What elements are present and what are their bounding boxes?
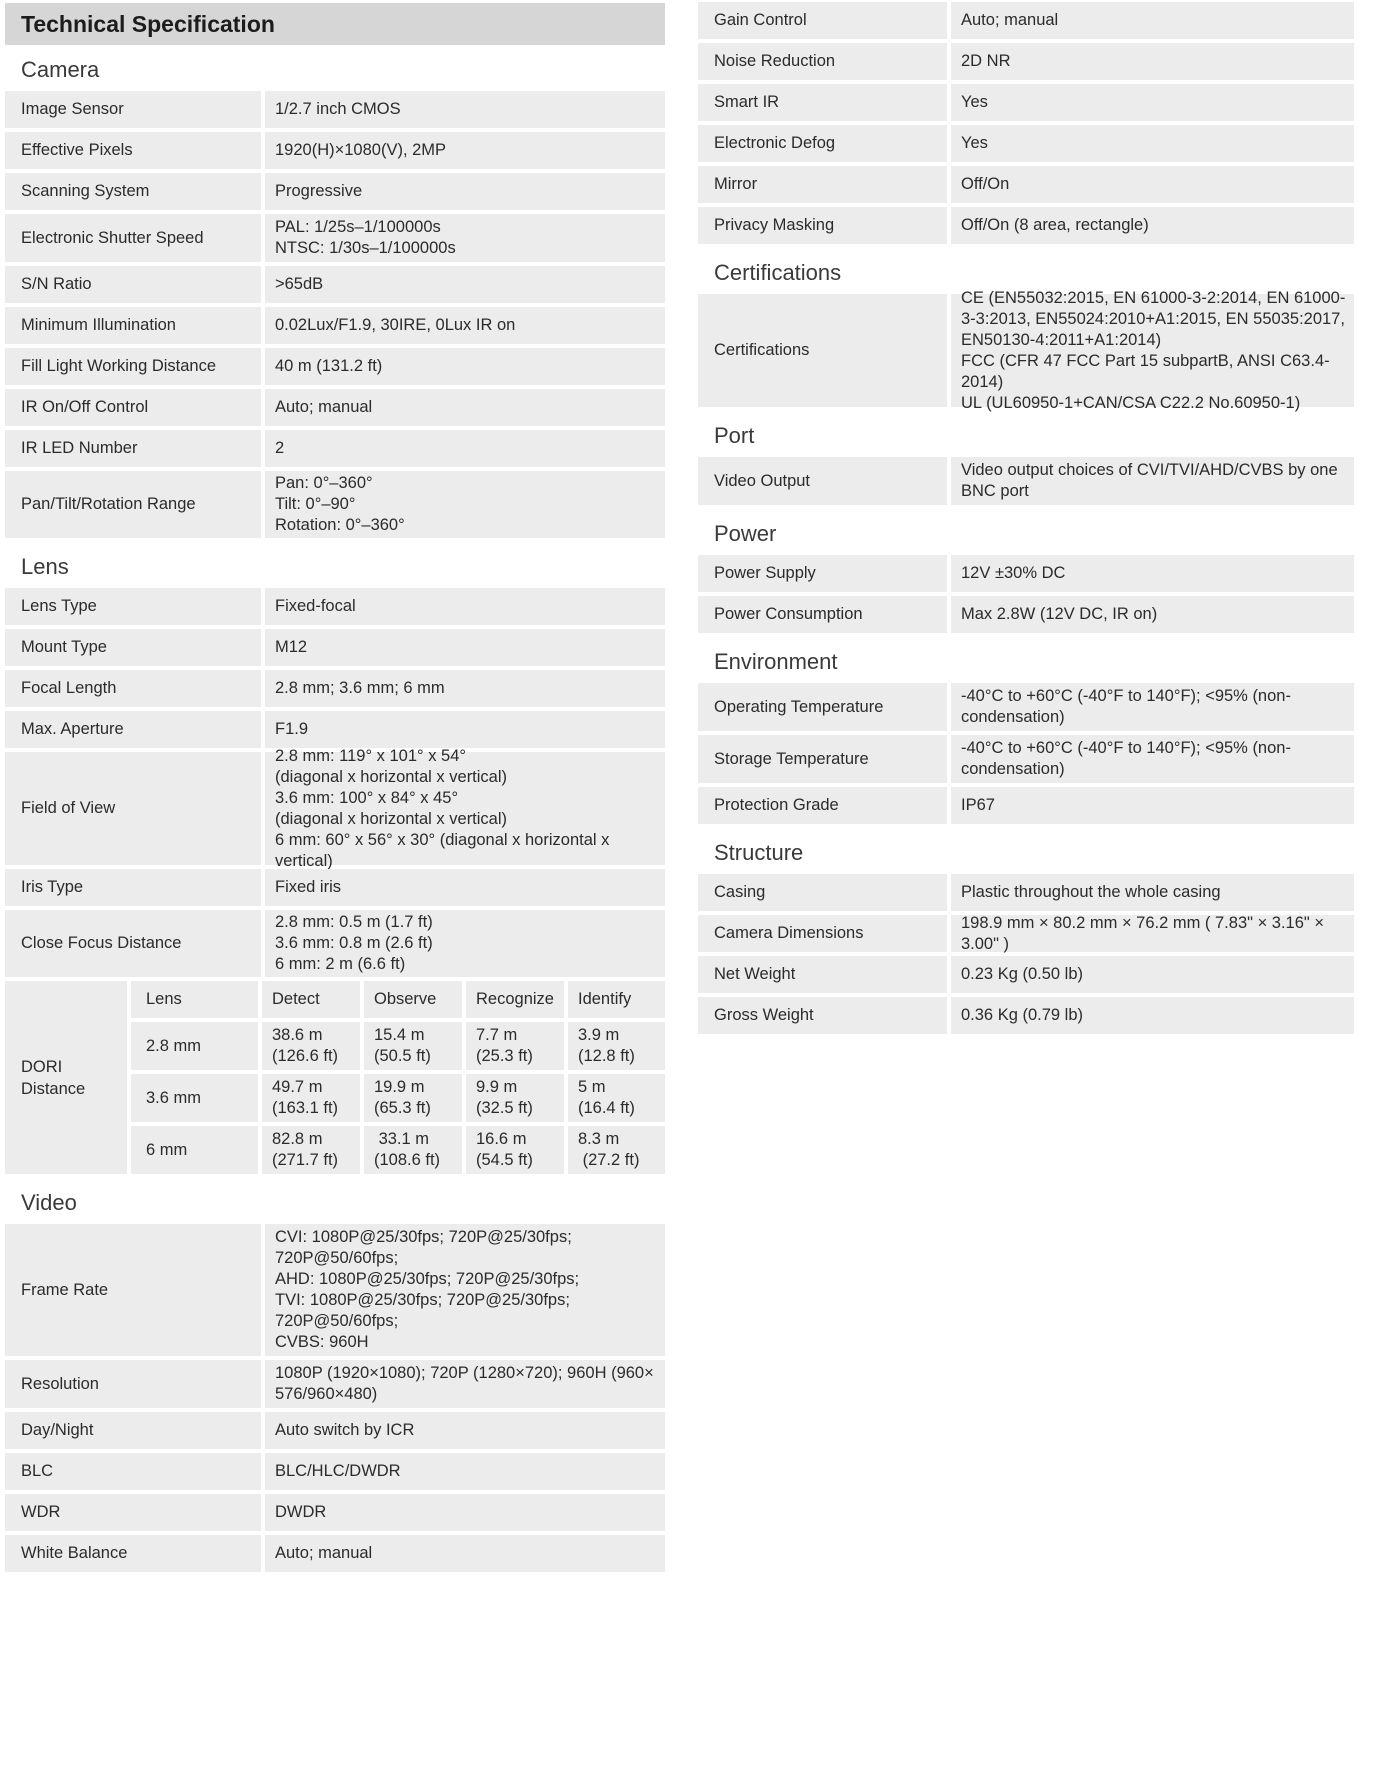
spec-value-text: Fixed-focal (275, 597, 356, 615)
spec-row-iris-type (5, 869, 665, 906)
spec-value-text: Off/On (961, 175, 1010, 193)
dori-cell: 16.6 m (54.5 ft) (466, 1126, 564, 1174)
spec-value-text: -40°C to +60°C (-40°F to 140°F); <95% (non-condensation) (961, 739, 1291, 778)
spec-label: Day/Night (5, 1412, 261, 1449)
spec-value-text: 40 m (131.2 ft) (275, 357, 383, 375)
spec-label: Power Supply (698, 555, 947, 592)
dori-header-cell: Lens (131, 981, 258, 1018)
section-title-power: Power (714, 521, 777, 546)
dori-header-cell: Identify (568, 981, 665, 1018)
spec-value (265, 214, 665, 262)
spec-label: Focal Length (5, 670, 261, 707)
spec-label: Privacy Masking (698, 207, 947, 244)
spec-value-text: Video output choices of CVI/TVI/AHD/CVBS by one BNC port (961, 461, 1343, 500)
dori-cell: 33.1 m (108.6 ft) (364, 1126, 462, 1174)
spec-row-effective-pixels (5, 132, 665, 169)
spec-value-text: F1.9 (275, 720, 309, 738)
spec-row-scanning-system (5, 173, 665, 210)
spec-value (951, 288, 1354, 412)
spec-value (265, 430, 665, 467)
spec-value (951, 125, 1354, 162)
spec-row-video-output (698, 457, 1358, 505)
spec-label: Minimum Illumination (5, 307, 261, 344)
spec-row-max-aperture (5, 711, 665, 748)
spec-row-pan-tilt-rotation-range (5, 471, 665, 538)
section-title-structure: Structure (714, 840, 804, 865)
spec-value-text: Auto; manual (275, 398, 373, 416)
spec-value (951, 956, 1354, 993)
dori-header-cell: Detect (262, 981, 360, 1018)
spec-value (951, 43, 1354, 80)
spec-value (951, 915, 1354, 952)
dori-data-row (131, 1022, 665, 1070)
dori-cell: 3.9 m (12.8 ft) (568, 1022, 665, 1070)
spec-row-fill-light-working-distance (5, 348, 665, 385)
dori-header-cell: Recognize (466, 981, 564, 1018)
spec-label: Field of View (5, 752, 261, 865)
spec-row-resolution (5, 1360, 665, 1408)
spec-row-smart-ir (698, 84, 1358, 121)
spec-value-text: Progressive (275, 182, 363, 200)
spec-row-gross-weight (698, 997, 1358, 1034)
spec-row-electronic-defog (698, 125, 1358, 162)
spec-row-gain-control (698, 2, 1358, 39)
spec-row-day-night (5, 1412, 665, 1449)
spec-value-text: Auto switch by ICR (275, 1421, 415, 1439)
spec-value-text: Plastic throughout the whole casing (961, 883, 1221, 901)
spec-label: Storage Temperature (698, 735, 947, 783)
spec-label: Smart IR (698, 84, 947, 121)
spec-value-text: DWDR (275, 1503, 327, 1521)
dori-data-row (131, 1074, 665, 1122)
dori-header-row (131, 981, 665, 1018)
right-column (698, 0, 1358, 1038)
spec-value (951, 997, 1354, 1034)
spec-label: Operating Temperature (698, 683, 947, 731)
spec-value-text: 12V ±30% DC (961, 564, 1066, 582)
left-column (5, 0, 665, 1576)
spec-label: Noise Reduction (698, 43, 947, 80)
dori-cell: 3.6 mm (131, 1074, 258, 1122)
spec-value-text: CE (EN55032:2015, EN 61000-3-2:2014, EN 61000-3-3:2013, EN55024:2010+A1:2015, EN 55035:2017, EN50130-4:2011+A1:2014) FCC (CFR 47 FCC Part 15 subpartB, ANSI C63.4-2014) UL (UL60950-1+CAN/CSA C22.2 No.60950-1) (961, 288, 1346, 412)
spec-row-lens-type (5, 588, 665, 625)
spec-label: Effective Pixels (5, 132, 261, 169)
spec-label: Frame Rate (5, 1224, 261, 1356)
spec-row-blc (5, 1453, 665, 1490)
spec-label: S/N Ratio (5, 266, 261, 303)
spec-value (951, 874, 1354, 911)
spec-value (265, 1412, 665, 1449)
spec-value (265, 1494, 665, 1531)
spec-value (265, 266, 665, 303)
section-title-video: Video (21, 1190, 77, 1215)
spec-value-text: M12 (275, 638, 308, 656)
spec-value (265, 91, 665, 128)
spec-value-text: Auto; manual (275, 1544, 373, 1562)
spec-value-text: Pan: 0°–360° Tilt: 0°–90° Rotation: 0°–360° (275, 474, 405, 534)
spec-value (951, 787, 1354, 824)
spec-value (265, 746, 665, 870)
spec-label: IR On/Off Control (5, 389, 261, 426)
spec-row-casing (698, 874, 1358, 911)
spec-row-frame-rate (5, 1224, 665, 1356)
dori-cell: 9.9 m (32.5 ft) (466, 1074, 564, 1122)
spec-row-certifications (698, 288, 1358, 412)
spec-label: Casing (698, 874, 947, 911)
spec-row-power-consumption (698, 596, 1358, 633)
spec-value-text: 1080P (1920×1080); 720P (1280×720); 960H (960× 576/960×480) (275, 1364, 654, 1403)
spec-value (951, 555, 1354, 592)
spec-row-power-supply (698, 555, 1358, 592)
dori-header-cell: Observe (364, 981, 462, 1018)
spec-label: Resolution (5, 1360, 261, 1408)
spec-row-mirror (698, 166, 1358, 203)
spec-value-text: 0.23 Kg (0.50 lb) (961, 965, 1083, 983)
spec-value (951, 735, 1354, 783)
dori-cell: 19.9 m (65.3 ft) (364, 1074, 462, 1122)
spec-value-text: CVI: 1080P@25/30fps; 720P@25/30fps; 720P@50/60fps; AHD: 1080P@25/30fps; 720P@25/30fps; TVI: 1080P@25/30fps; 720P@25/30fps; 720P@50/60fps; CVBS: 960H (275, 1228, 580, 1351)
spec-value (265, 869, 665, 906)
dori-label: DORI Distance (5, 981, 127, 1174)
spec-label: Fill Light Working Distance (5, 348, 261, 385)
spec-value (265, 711, 665, 748)
spec-value-text: Max 2.8W (12V DC, IR on) (961, 605, 1158, 623)
spec-value-text: 1920(H)×1080(V), 2MP (275, 141, 447, 159)
spec-value (951, 166, 1354, 203)
spec-value (951, 207, 1354, 244)
spec-row-field-of-view (5, 746, 665, 870)
spec-value-text: -40°C to +60°C (-40°F to 140°F); <95% (non-condensation) (961, 687, 1291, 726)
spec-value (265, 132, 665, 169)
spec-row-electronic-shutter-speed (5, 214, 665, 262)
spec-value (265, 307, 665, 344)
spec-value-text: Off/On (8 area, rectangle) (961, 216, 1149, 234)
section-title-lens: Lens (21, 554, 69, 579)
spec-row-protection-grade (698, 787, 1358, 824)
spec-value-text: 2.8 mm: 0.5 m (1.7 ft) 3.6 mm: 0.8 m (2.6 ft) 6 mm: 2 m (6.6 ft) (275, 913, 433, 973)
spec-label: BLC (5, 1453, 261, 1490)
spec-value-text: 2.8 mm: 119° x 101° x 54° (diagonal x horizontal x vertical) 3.6 mm: 100° x 84° x 45° (diagonal x horizontal x vertical) 6 mm: 60° x 56° x 30° (diagonal x horizontal x vertical) (275, 746, 610, 870)
spec-label: Video Output (698, 457, 947, 505)
spec-value-text: >65dB (275, 275, 324, 293)
dori-cell: 15.4 m (50.5 ft) (364, 1022, 462, 1070)
spec-label: Electronic Defog (698, 125, 947, 162)
spec-value (265, 389, 665, 426)
spec-row-s-n-ratio (5, 266, 665, 303)
spec-value (265, 348, 665, 385)
spec-value (265, 910, 665, 977)
section-title-certifications: Certifications (714, 260, 842, 285)
dori-cell: 6 mm (131, 1126, 258, 1174)
spec-value-text: Fixed iris (275, 878, 342, 896)
spec-value (951, 2, 1354, 39)
spec-value-text: 2D NR (961, 52, 1011, 70)
spec-value (951, 596, 1354, 633)
spec-value (265, 1453, 665, 1490)
spec-value (951, 457, 1354, 505)
spec-value-text: 1/2.7 inch CMOS (275, 100, 401, 118)
spec-value-text: Yes (961, 93, 988, 111)
spec-row-net-weight (698, 956, 1358, 993)
spec-row-white-balance (5, 1535, 665, 1572)
spec-value-text: Yes (961, 134, 988, 152)
spec-label: Gain Control (698, 2, 947, 39)
spec-value (265, 629, 665, 666)
spec-label: Power Consumption (698, 596, 947, 633)
spec-label: Close Focus Distance (5, 910, 261, 977)
spec-label: Camera Dimensions (698, 915, 947, 952)
left-spec-body (5, 45, 665, 1572)
spec-label: White Balance (5, 1535, 261, 1572)
spec-value (265, 1535, 665, 1572)
dori-distance-table (5, 981, 665, 1174)
dori-grid (131, 981, 665, 1174)
spec-value-text: 0.36 Kg (0.79 lb) (961, 1006, 1083, 1024)
spec-value-text: PAL: 1/25s–1/100000s NTSC: 1/30s–1/100000s (275, 218, 456, 257)
spec-value-text: 2 (275, 439, 285, 457)
spec-row-minimum-illumination (5, 307, 665, 344)
spec-row-focal-length (5, 670, 665, 707)
section-title-port: Port (714, 423, 755, 448)
spec-row-ir-on-off-control (5, 389, 665, 426)
section-title-camera: Camera (21, 57, 100, 82)
spec-label: Lens Type (5, 588, 261, 625)
spec-row-image-sensor (5, 91, 665, 128)
spec-row-operating-temperature (698, 683, 1358, 731)
spec-label: Electronic Shutter Speed (5, 214, 261, 262)
spec-label: Scanning System (5, 173, 261, 210)
spec-label: Iris Type (5, 869, 261, 906)
spec-value (265, 1360, 665, 1408)
spec-label: Net Weight (698, 956, 947, 993)
spec-label: IR LED Number (5, 430, 261, 467)
spec-label: Pan/Tilt/Rotation Range (5, 471, 261, 538)
spec-row-storage-temperature (698, 735, 1358, 783)
dori-cell: 82.8 m (271.7 ft) (262, 1126, 360, 1174)
spec-value (951, 683, 1354, 731)
dori-cell: 8.3 m (27.2 ft) (568, 1126, 665, 1174)
spec-row-ir-led-number (5, 430, 665, 467)
spec-label: Max. Aperture (5, 711, 261, 748)
page-title: Technical Specification (5, 3, 665, 45)
dori-data-row (131, 1126, 665, 1174)
right-spec-body (698, 2, 1358, 1034)
dori-cell: 49.7 m (163.1 ft) (262, 1074, 360, 1122)
spec-value (265, 588, 665, 625)
dori-cell: 38.6 m (126.6 ft) (262, 1022, 360, 1070)
spec-value-text: Auto; manual (961, 11, 1059, 29)
spec-label: Mirror (698, 166, 947, 203)
dori-cell: 2.8 mm (131, 1022, 258, 1070)
spec-value (265, 471, 665, 538)
spec-row-close-focus-distance (5, 910, 665, 977)
section-title-environment: Environment (714, 649, 838, 674)
spec-row-noise-reduction (698, 43, 1358, 80)
spec-value-text: 2.8 mm; 3.6 mm; 6 mm (275, 679, 445, 697)
spec-row-privacy-masking (698, 207, 1358, 244)
spec-row-mount-type (5, 629, 665, 666)
spec-label: Mount Type (5, 629, 261, 666)
spec-value (265, 670, 665, 707)
spec-label: Gross Weight (698, 997, 947, 1034)
spec-value-text: 198.9 mm × 80.2 mm × 76.2 mm ( 7.83" × 3.16" × 3.00" ) (961, 913, 1329, 953)
dori-cell: 5 m (16.4 ft) (568, 1074, 665, 1122)
spec-row-wdr (5, 1494, 665, 1531)
spec-row-camera-dimensions (698, 915, 1358, 952)
spec-value-text: IP67 (961, 796, 995, 814)
spec-label: Certifications (698, 294, 947, 407)
spec-value (265, 173, 665, 210)
spec-label: WDR (5, 1494, 261, 1531)
spec-value-text: BLC/HLC/DWDR (275, 1462, 401, 1480)
spec-value-text: 0.02Lux/F1.9, 30IRE, 0Lux IR on (275, 316, 516, 334)
spec-label: Protection Grade (698, 787, 947, 824)
spec-value (951, 84, 1354, 121)
dori-cell: 7.7 m (25.3 ft) (466, 1022, 564, 1070)
spec-label: Image Sensor (5, 91, 261, 128)
spec-value (265, 1224, 665, 1356)
